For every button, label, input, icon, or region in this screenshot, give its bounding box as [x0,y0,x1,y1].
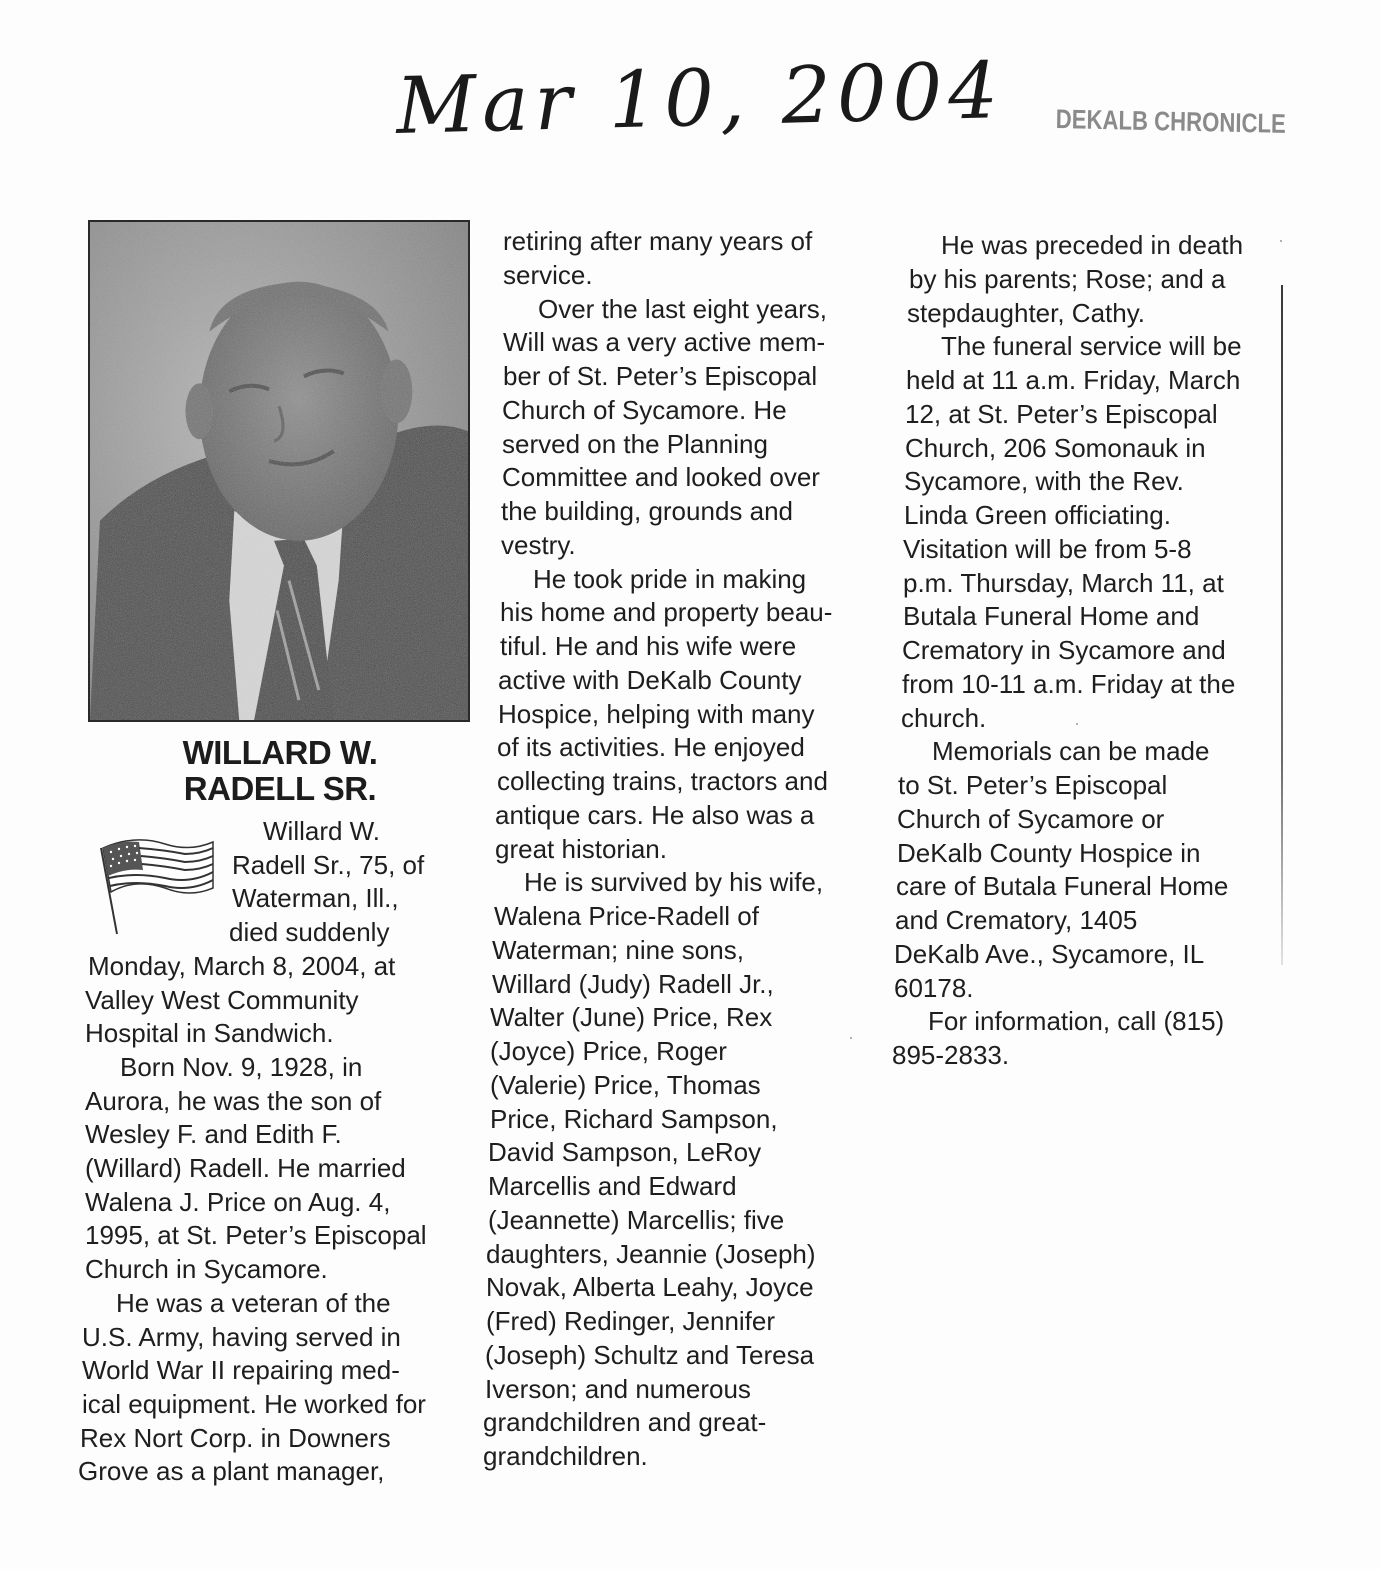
obituary-text-line: DeKalb County Hospice in [897,838,1201,868]
obituary-text-line: (Joseph) Schultz and Teresa [485,1340,815,1370]
obituary-text-line: Hospice, helping with many [498,699,815,729]
obituary-text-line: Church in Sycamore. [85,1254,328,1284]
obituary-text-line: He was a veteran of the [116,1288,391,1318]
obituary-text-line: 1995, at St. Peter’s Episcopal [85,1220,427,1250]
obituary-text-line: service. [503,260,593,290]
obituary-text-line: Wesley F. and Edith F. [85,1119,342,1149]
obituary-text-line: The funeral service will be [941,331,1242,361]
obituary-text-line: Church of Sycamore. He [502,395,787,425]
obituary-text-line: World War II repairing med- [82,1355,400,1385]
obituary-text-line: 60178. [894,973,974,1003]
obituary-text-line: (Fred) Redinger, Jennifer [486,1306,776,1336]
obituary-text-line: Marcellis and Edward [488,1171,737,1201]
obituary-text-line: Crematory in Sycamore and [902,635,1226,665]
obituary-text-line: Rex Nort Corp. in Downers [80,1423,391,1453]
obituary-text-line: Iverson; and numerous [485,1374,751,1404]
obituary-text-line: held at 11 a.m. Friday, March [906,365,1241,395]
obituary-text-line: Willard (Judy) Radell Jr., [492,969,774,999]
obituary-text-line: retiring after many years of [503,226,813,256]
obituary-text-line: Visitation will be from 5-8 [903,534,1192,564]
handwritten-date: Mar 10, 2004 [395,46,1005,152]
obituary-text-line: died suddenly [229,917,390,947]
obituary-text-line: Waterman, Ill., [232,883,399,913]
obituary-text-line: Willard W. [263,816,380,846]
obituary-text-line: and Crematory, 1405 [895,905,1138,935]
obituary-text-line: by his parents; Rose; and a [909,264,1226,294]
obituary-text-line: Waterman; nine sons, [492,935,744,965]
obituary-text-line: Walena J. Price on Aug. 4, [85,1187,391,1217]
obituary-text-line: collecting trains, tractors and [497,766,828,796]
obituary-text-line: Linda Green officiating. [904,500,1171,530]
obituary-text-line: U.S. Army, having served in [82,1322,401,1352]
obituary-text-line: from 10-11 a.m. Friday at the [902,669,1236,699]
obituary-text-line: David Sampson, LeRoy [488,1137,762,1167]
obituary-text-line: served on the Planning [502,429,768,459]
print-speck [1076,723,1078,725]
obituary-text-line: the building, grounds and [501,496,794,526]
obituary-text-line: He is survived by his wife, [524,867,824,897]
obituary-text-line: tiful. He and his wife were [500,631,797,661]
obituary-text-line: great historian. [495,834,667,864]
obituary-text-line: antique cars. He also was a [495,800,815,830]
obituary-text-line: stepdaughter, Cathy. [907,298,1146,328]
obituary-text-line: of its activities. He enjoyed [497,732,805,762]
obituary-text-line: He was preceded in death [941,230,1244,260]
obituary-text-line: daughters, Jeannie (Joseph) [486,1239,816,1269]
print-speck [1280,240,1282,242]
obituary-text-line: Price, Richard Sampson, [490,1104,778,1134]
obituary-text-line: Over the last eight years, [538,294,828,324]
obituary-text-line: Walter (June) Price, Rex [490,1002,773,1032]
obituary-text-line: Church of Sycamore or [897,804,1165,834]
obituary-text-line: Monday, March 8, 2004, at [88,951,396,981]
obituary-text-line: ical equipment. He worked for [82,1389,426,1419]
obituary-text-line: 12, at St. Peter’s Episcopal [905,399,1218,429]
obituary-text-line: For information, call (815) [928,1006,1225,1036]
obituary-text-line: (Joyce) Price, Roger [490,1036,727,1066]
american-flag-icon [95,826,215,936]
obituary-text-line: He took pride in making [533,564,807,594]
obituary-text-line: grandchildren. [483,1441,648,1471]
obituary-text-line: active with DeKalb County [498,665,802,695]
obituary-text-line: Walena Price-Radell of [494,901,759,931]
obituary-text-line: Hospital in Sandwich. [85,1018,334,1048]
column-rule [1281,285,1283,965]
obituary-text-line: Butala Funeral Home and [903,601,1200,631]
obituary-text-line: his home and property beau- [500,597,833,627]
obituary-text-line: ber of St. Peter’s Episcopal [503,361,818,391]
obituary-text-line: vestry. [501,530,576,560]
obituary-text-line: DeKalb Ave., Sycamore, IL [894,939,1205,969]
obituary-text-line: to St. Peter’s Episcopal [898,770,1168,800]
obituary-text-line: Church, 206 Somonauk in [905,433,1206,463]
portrait-photo [88,220,470,722]
obituary-text-line: p.m. Thursday, March 11, at [903,568,1224,598]
obituary-text-line: Sycamore, with the Rev. [904,466,1184,496]
print-speck [850,1037,852,1039]
obituary-text-line: care of Butala Funeral Home [896,871,1229,901]
obituary-text-line: Committee and looked over [502,462,820,492]
obituary-text-line: (Valerie) Price, Thomas [490,1070,761,1100]
decedent-name-line-1: WILLARD W. [182,734,378,771]
obituary-text-line: Valley West Community [85,985,359,1015]
decedent-name-line-2: RADELL SR. [183,770,377,807]
obituary-text-line: 895-2833. [892,1040,1010,1070]
obituary-text-line: church. [901,703,987,733]
obituary-text-line: Born Nov. 9, 1928, in [120,1052,363,1082]
obituary-text-line: Novak, Alberta Leahy, Joyce [486,1272,814,1302]
obituary-text-line: Aurora, he was the son of [85,1086,382,1116]
obituary-text-line: Will was a very active mem- [503,327,826,357]
obituary-text-line: Memorials can be made [932,736,1210,766]
obituary-text-line: (Jeannette) Marcellis; five [488,1205,785,1235]
obituary-text-line: grandchildren and great- [483,1407,767,1437]
obituary-text-line: Radell Sr., 75, of [232,850,425,880]
publication-stamp: DEKALB CHRONICLE [1055,104,1286,139]
obituary-text-line: (Willard) Radell. He married [85,1153,406,1183]
portrait-image [90,222,468,720]
obituary-text-line: Grove as a plant manager, [78,1456,385,1486]
